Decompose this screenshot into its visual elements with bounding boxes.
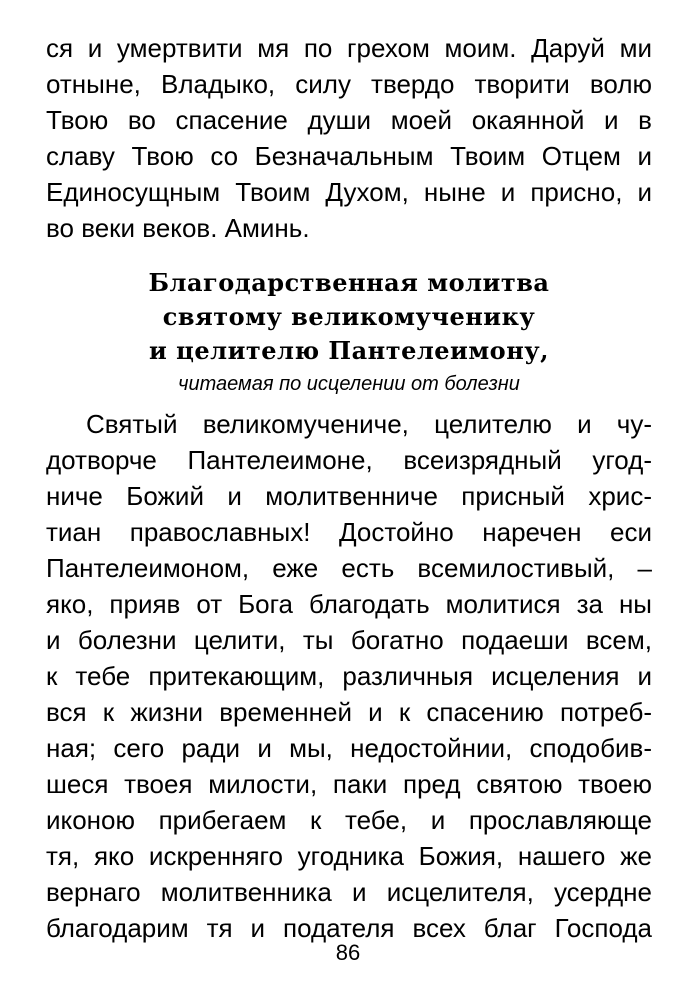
text-line: ная; сего ради и мы, недостойнии, сподобив- — [46, 733, 652, 763]
text-line: к тебе притекающим, различныя исцеления и — [46, 661, 652, 691]
top-paragraph — [46, 30, 652, 246]
text-line: иконою прибегаем к тебе, и прославляюще — [46, 805, 652, 835]
text-line: яко, прияв от Бога благодать молитися за ны — [46, 589, 652, 619]
text-line: отныне, Владыко, силу твердо творити волю — [46, 69, 652, 99]
text-line: дотворче Пантелеимоне, всеизрядный угод- — [46, 445, 652, 475]
text-line: ся и умертвити мя по грехом моим. Даруй ми — [46, 33, 652, 63]
text-line: ниче Божий и молитвенниче присный хрис- — [46, 481, 652, 511]
text-line: Пантелеимоном, еже есть всемилостивый, – — [46, 553, 652, 583]
text-line: тя, яко искренняго угодника Божия, нашего же — [46, 841, 652, 871]
text-line: во веки веков. Аминь. — [46, 213, 310, 243]
text-line: вся к жизни временней и к спасению потреб- — [46, 697, 652, 727]
text-line: шеся твоея милости, паки пред святою твоею — [46, 769, 652, 799]
text-line: и болезни целити, ты богатно подаеши всем, — [46, 625, 652, 655]
prayer-heading — [46, 266, 652, 368]
book-page — [46, 30, 652, 946]
heading-line: святому великомученику — [162, 302, 536, 331]
page-number: 86 — [335, 940, 361, 965]
heading-line: и целителю Пантелеимону, — [149, 336, 549, 365]
text-line: вернаго молитвенника и исцелителя, усердне — [46, 877, 652, 907]
text-line: тиан православных! Достойно наречен еси — [46, 517, 652, 547]
text-line: славу Твою со Безначальным Твоим Отцем и — [46, 141, 652, 171]
text-line: Единосущным Твоим Духом, ныне и присно, и — [46, 177, 652, 207]
heading-line: Благодарственная молитва — [148, 268, 550, 297]
text-line: Твою во спасение души моей окаянной и в — [46, 105, 652, 135]
text-line: Святый великомучениче, целителю и чу- — [86, 409, 652, 439]
prayer-subtitle: читаемая по исцелении от болезни — [178, 373, 520, 395]
main-paragraph — [46, 406, 652, 946]
text-line: благодарим тя и подателя всех благ Господа — [46, 913, 652, 943]
